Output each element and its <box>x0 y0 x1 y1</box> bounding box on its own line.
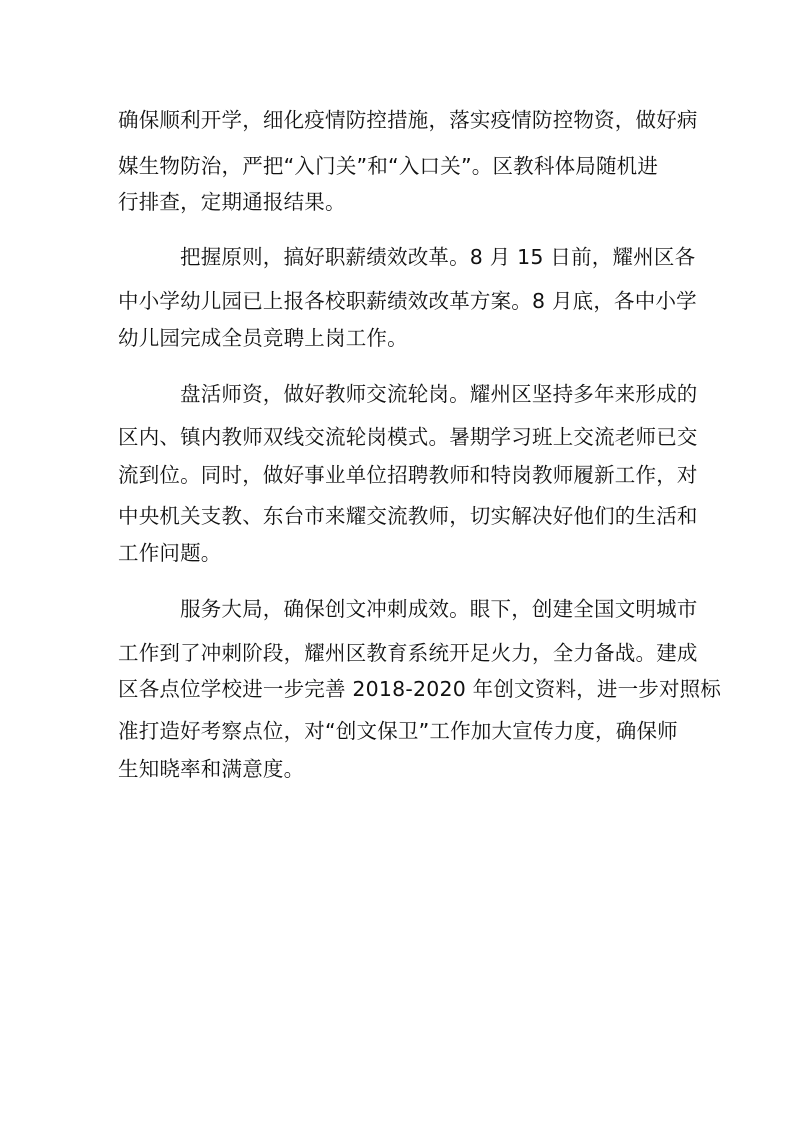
paragraph-line: 流到位。同时，做好事业单位招聘教师和特岗教师履新工作，对 <box>118 463 698 487</box>
paragraph-line: 确保顺利开学，细化疫情防控措施，落实疫情防控物资，做好病 <box>118 108 698 132</box>
paragraph-line: 准打造好考察点位，对“创文保卫”工作加大宣传力度，确保师 <box>118 719 678 743</box>
paragraph-line: 工作到了冲刺阶段，耀州区教育系统开足火力，全力备战。建成 <box>118 641 698 665</box>
paragraph-line: 幼儿园完成全员竞聘上岗工作。 <box>118 326 408 350</box>
paragraph-line: 工作问题。 <box>118 541 222 565</box>
paragraph-line: 媒生物防治，严把“入门关”和“入口关”。区教科体局随机进 <box>118 154 659 178</box>
paragraph-line: 中小学幼儿园已上报各校职薪绩效改革方案。8 月底，各中小学 <box>118 289 697 313</box>
paragraph-line: 把握原则，搞好职薪绩效改革。8 月 15 日前，耀州区各 <box>180 245 696 269</box>
paragraph-line: 区各点位学校进一步完善 2018-2020 年创文资料，进一步对照标 <box>118 677 722 701</box>
paragraph-line: 中央机关支教、东台市来耀交流教师，切实解决好他们的生活和 <box>118 504 698 528</box>
paragraph-line: 生知晓率和满意度。 <box>118 757 305 781</box>
paragraph-line: 行排查，定期通报结果。 <box>118 190 346 214</box>
paragraph-line: 服务大局，确保创文冲刺成效。眼下，创建全国文明城市 <box>180 597 698 621</box>
paragraph-line: 区内、镇内教师双线交流轮岗模式。暑期学习班上交流老师已交 <box>118 425 698 449</box>
paragraph-line: 盘活师资，做好教师交流轮岗。耀州区坚持多年来形成的 <box>180 382 698 406</box>
